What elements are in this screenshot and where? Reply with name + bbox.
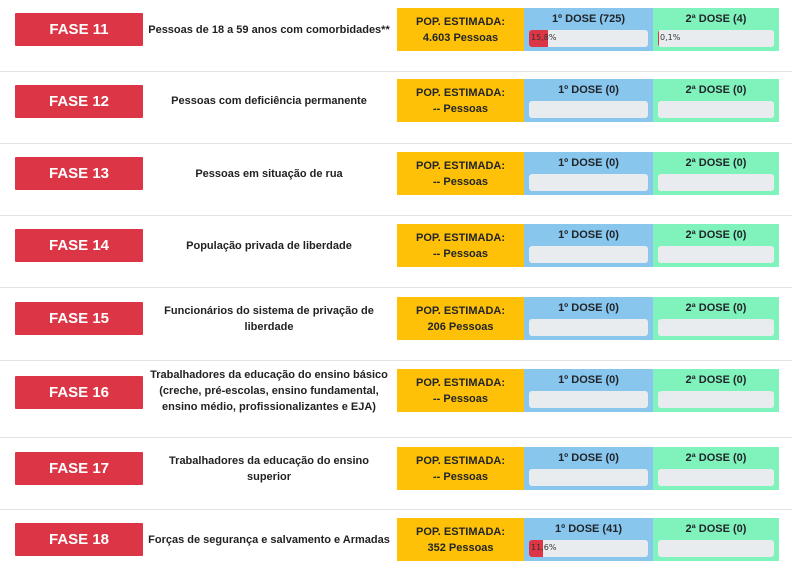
first-dose-label: 1º DOSE (0) [558,84,619,96]
phase-row-17 [0,437,792,510]
population-value: 352 Pessoas [427,541,494,554]
population-value: -- Pessoas [432,102,489,115]
phase-description: Funcionários do sistema de privação de liberdade [164,304,374,333]
phase-badge: FASE 13 [15,157,143,190]
phase-badge: FASE 14 [15,229,143,262]
first-dose-panel [524,369,653,412]
first-dose-progress [529,246,648,263]
first-dose-panel [524,152,653,195]
population-estimate [397,297,524,340]
population-estimate [397,8,524,51]
first-dose-panel [524,518,653,561]
population-label: POP. ESTIMADA: [415,454,506,467]
second-dose-progress [658,540,774,557]
first-dose-progress [529,540,648,557]
second-dose-label: 2ª DOSE (0) [685,302,747,314]
first-dose-percent: 15,8% [531,33,557,42]
phase-description: Pessoas com deficiência permanente [171,94,367,107]
phase-row-18 [0,509,792,578]
second-dose-panel [653,8,779,51]
first-dose-label: 1º DOSE (0) [558,302,619,314]
population-estimate [397,152,524,195]
first-dose-progress [529,469,648,486]
second-dose-panel [653,369,779,412]
phase-row-11 [0,0,792,72]
second-dose-panel [653,447,779,490]
population-value: 206 Pessoas [427,320,494,333]
phase-row-13 [0,143,792,216]
population-label: POP. ESTIMADA: [415,304,506,317]
first-dose-progress [529,101,648,118]
phase-description: Trabalhadores da educação do ensino superior [169,454,369,483]
second-dose-label: 2ª DOSE (4) [685,13,747,25]
phase-badge: FASE 11 [15,13,143,46]
first-dose-progress [529,174,648,191]
phase-badge: FASE 16 [15,376,143,409]
phase-badge: FASE 17 [15,452,143,485]
second-dose-progress [658,319,774,336]
second-dose-label: 2ª DOSE (0) [685,229,747,241]
second-dose-panel [653,224,779,267]
second-dose-panel [653,79,779,122]
population-value: -- Pessoas [432,392,489,405]
population-estimate [397,369,524,412]
population-label: POP. ESTIMADA: [415,376,506,389]
second-dose-label: 2ª DOSE (0) [685,84,747,96]
phase-row-15 [0,287,792,361]
first-dose-panel [524,8,653,51]
phase-row-14 [0,215,792,288]
second-dose-panel [653,152,779,195]
first-dose-panel [524,297,653,340]
population-value: -- Pessoas [432,175,489,188]
second-dose-label: 2ª DOSE (0) [685,157,747,169]
population-label: POP. ESTIMADA: [415,231,506,244]
population-label: POP. ESTIMADA: [415,159,506,172]
first-dose-panel [524,224,653,267]
population-value: 4.603 Pessoas [422,31,499,44]
first-dose-panel [524,79,653,122]
second-dose-progress [658,246,774,263]
second-dose-progress [658,30,774,47]
population-estimate [397,447,524,490]
second-dose-progress [658,469,774,486]
population-label: POP. ESTIMADA: [415,15,506,28]
first-dose-progress [529,30,648,47]
population-label: POP. ESTIMADA: [415,525,506,538]
population-label: POP. ESTIMADA: [415,86,506,99]
first-dose-label: 1º DOSE (0) [558,374,619,386]
population-value: -- Pessoas [432,247,489,260]
first-dose-label: 1º DOSE (0) [558,157,619,169]
second-dose-label: 2ª DOSE (0) [685,452,747,464]
population-estimate [397,79,524,122]
phase-description: População privada de liberdade [186,239,352,252]
first-dose-label: 1º DOSE (41) [555,523,622,535]
phase-row-16 [0,360,792,438]
population-value: -- Pessoas [432,470,489,483]
first-dose-progress [529,391,648,408]
first-dose-label: 1º DOSE (0) [558,452,619,464]
second-dose-percent: 0,1% [660,33,681,42]
population-estimate [397,224,524,267]
first-dose-progress [529,319,648,336]
first-dose-label: 1º DOSE (0) [558,229,619,241]
first-dose-panel [524,447,653,490]
second-dose-panel [653,518,779,561]
first-dose-percent: 11,6% [531,543,557,552]
phase-row-12 [0,71,792,144]
second-dose-label: 2ª DOSE (0) [685,523,747,535]
phase-badge: FASE 15 [15,302,143,335]
second-dose-progress [658,174,774,191]
phase-description: Trabalhadores da educação do ensino básico (creche, pré-escolas, ensino fundamental, ensino médio, profissionalizantes e EJA) [150,368,388,413]
first-dose-label: 1º DOSE (725) [551,13,626,25]
phase-description: Pessoas em situação de rua [195,167,343,180]
phase-badge: FASE 12 [15,85,143,118]
phase-description: Forças de segurança e salvamento e Armadas [148,533,390,546]
phase-badge: FASE 18 [15,523,143,556]
second-dose-progress [658,101,774,118]
second-dose-label: 2ª DOSE (0) [685,374,747,386]
second-dose-panel [653,297,779,340]
phase-description: Pessoas de 18 a 59 anos com comorbidades** [148,23,390,36]
second-dose-progress [658,391,774,408]
population-estimate [397,518,524,561]
